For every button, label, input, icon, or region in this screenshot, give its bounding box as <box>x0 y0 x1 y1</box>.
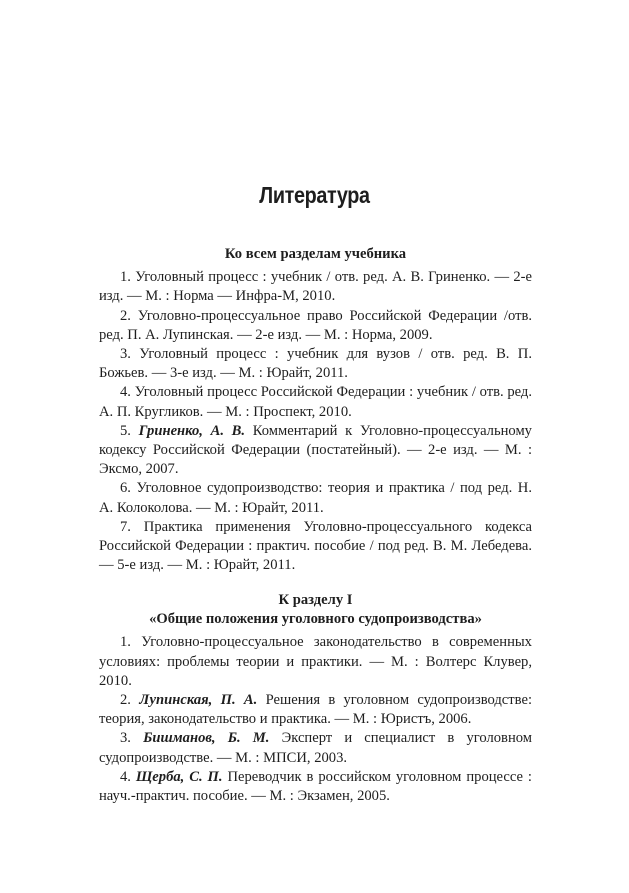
section-heading <box>99 591 532 629</box>
bibliography-entry <box>99 345 532 383</box>
entry-number: 1. <box>120 269 131 286</box>
entry-number: 6. <box>120 480 131 497</box>
section-heading-line: Ко всем разделам учебника <box>224 246 407 262</box>
entry-number: 3. <box>120 730 131 747</box>
entry-number: 3. <box>120 346 131 363</box>
entry-number: 2. <box>120 692 131 709</box>
entry-author: Щерба, С. П. <box>135 768 223 785</box>
entry-text: Переводчик в российском уголовном процессе : науч.-практич. пособие. — М. : Экзамен, 2005. <box>99 768 532 805</box>
entry-number: 5. <box>120 422 131 439</box>
bibliography-entry <box>99 307 532 345</box>
entry-number: 7. <box>120 518 131 535</box>
entry-number: 4. <box>120 384 131 401</box>
entry-number: 1. <box>120 634 131 651</box>
entry-author: Гриненко, А. В. <box>138 422 246 439</box>
bibliography-entry <box>99 768 532 806</box>
bibliography-entry <box>99 479 532 517</box>
entry-text: Уголовное судопроизводство: теория и практика / под ред. Н. А. Колоколова. — М. : Юрайт, 2011. <box>99 480 532 516</box>
bibliography-entry <box>99 518 532 576</box>
entry-text: Комментарий к Уголовно-процессуальному кодексу Российской Федерации (постатейный). — 2-е изд. — М. : Эксмо, 2007. <box>99 422 532 478</box>
entry-author: Бишманов, Б. М. <box>143 730 270 747</box>
entry-text: Практика применения Уголовно-процессуального кодекса Российской Федерации : практич. пособие / под ред. В. М. Лебедева. — 5-е изд. — М. : Юрайт, 2011. <box>99 518 532 574</box>
entry-text: Уголовный процесс : учебник для вузов / отв. ред. В. П. Божьев. — 3-е изд. — М. : Юрайт, 2011. <box>99 346 532 382</box>
section-all-chapters <box>99 245 532 575</box>
entry-number: 4. <box>120 768 131 785</box>
entry-number: 2. <box>120 307 131 324</box>
bibliography-entry <box>99 729 532 767</box>
bibliography-entry <box>99 268 532 306</box>
entry-text: Уголовно-процессуальное право Российской Федерации /отв. ред. П. А. Лупинская. — 2-е изд. — М. : Норма, 2009. <box>99 307 533 343</box>
entry-author: Лупинская, П. А. <box>139 692 258 709</box>
entry-text: Уголовный процесс Российской Федерации : учебник / отв. ред. А. П. Кругликов. — М. : Проспект, 2010. <box>99 384 533 420</box>
bibliography-entry <box>99 691 532 729</box>
entry-text: Уголовно-процессуальное законодательство в современных условиях: проблемы теории и практики. — М. : Волтерс Клувер, 2010. <box>99 634 532 689</box>
bibliography-entry <box>99 633 532 691</box>
entry-text: Эксперт и специалист в уголовном судопроизводстве. — М. : МПСИ, 2003. <box>99 730 533 766</box>
section-part-one <box>99 591 532 806</box>
section-heading-line: «Общие положения уголовного судопроизводства» <box>149 611 482 628</box>
entry-text: Уголовный процесс : учебник / отв. ред. А. В. Гриненко. — 2-е изд. — М. : Норма — Инфра-М, 2010. <box>99 269 532 305</box>
bibliography-entry <box>99 383 532 421</box>
section-heading-line: К разделу I <box>278 592 353 608</box>
bibliography-entry <box>99 422 532 480</box>
page-title: Литература <box>259 182 370 208</box>
entry-text: Решения в уголовном судопроизводстве: теория, законодательство и практика. — М. : Юристъ, 2006. <box>99 692 532 728</box>
section-heading <box>99 245 532 264</box>
